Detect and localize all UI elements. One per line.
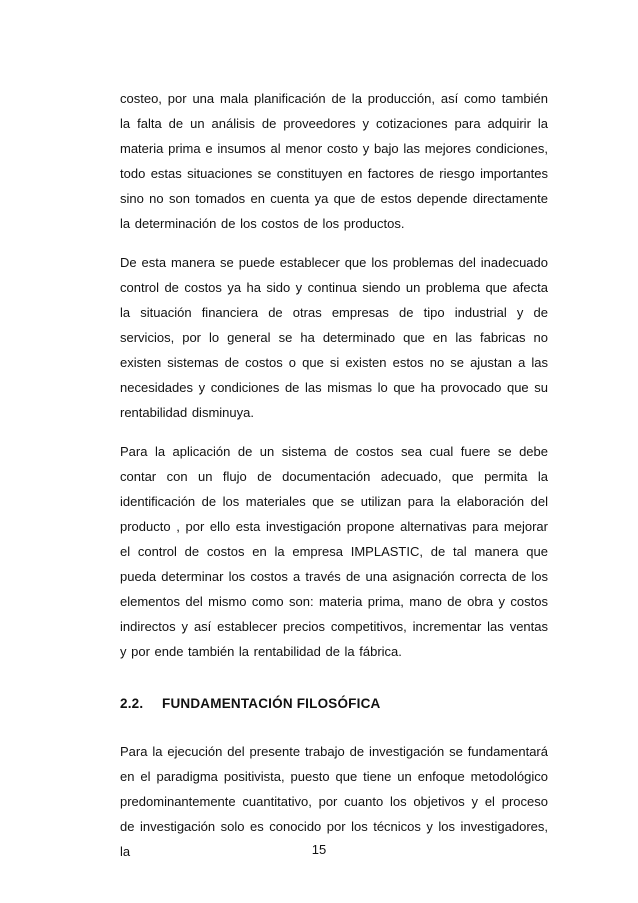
body-paragraph-2: De esta manera se puede establecer que los problemas del inadecuado control de costos ya ha sido y continua siendo un problema que afecta la situación financiera de otras empresas de tipo industrial y de servicios, por lo general se ha determinado que en las fabricas no existen sistemas de costos o que si existen estos no se ajustan a las necesidades y condiciones de las mismas lo que ha provocado que su rentabilidad disminuya. xyxy=(120,255,548,420)
page-number: 15 xyxy=(311,842,327,857)
body-paragraph-4: Para la ejecución del presente trabajo de investigación se fundamentará en el paradigma positivista, puesto que tiene un enfoque metodológico predominantemente cuantitativo, por cuanto los objetivos y el proceso de investigación solo es conocido por los técnicos y los investigadores, la xyxy=(120,744,548,859)
page-content xyxy=(120,86,548,864)
body-paragraph-1: costeo, por una mala planificación de la producción, así como también la falta de un análisis de proveedores y cotizaciones para adquirir la materia prima e insumos al menor costo y bajo las mejores condiciones, todo estas situaciones se constituyen en factores de riesgo importantes sino no son tomados en cuenta ya que de estos depende directamente la determinación de los costos de los productos. xyxy=(120,91,548,231)
section-title: FUNDAMENTACIÓN FILOSÓFICA xyxy=(162,696,381,711)
section-heading xyxy=(120,696,548,711)
section-number: 2.2. xyxy=(120,696,144,711)
body-paragraph-3: Para la aplicación de un sistema de costos sea cual fuere se debe contar con un flujo de documentación adecuado, que permita la identificación de los materiales que se utilizan para la elaboración del producto , por ello esta investigación propone alternativas para mejorar el control de costos en la empresa IMPLASTIC, de tal manera que pueda determinar los costos a través de una asignación correcta de los elementos del mismo como son: materia prima, mano de obra y costos indirectos y así establecer precios competitivos, incrementar las ventas y por ende también la rentabilidad de la fábrica. xyxy=(120,444,548,659)
